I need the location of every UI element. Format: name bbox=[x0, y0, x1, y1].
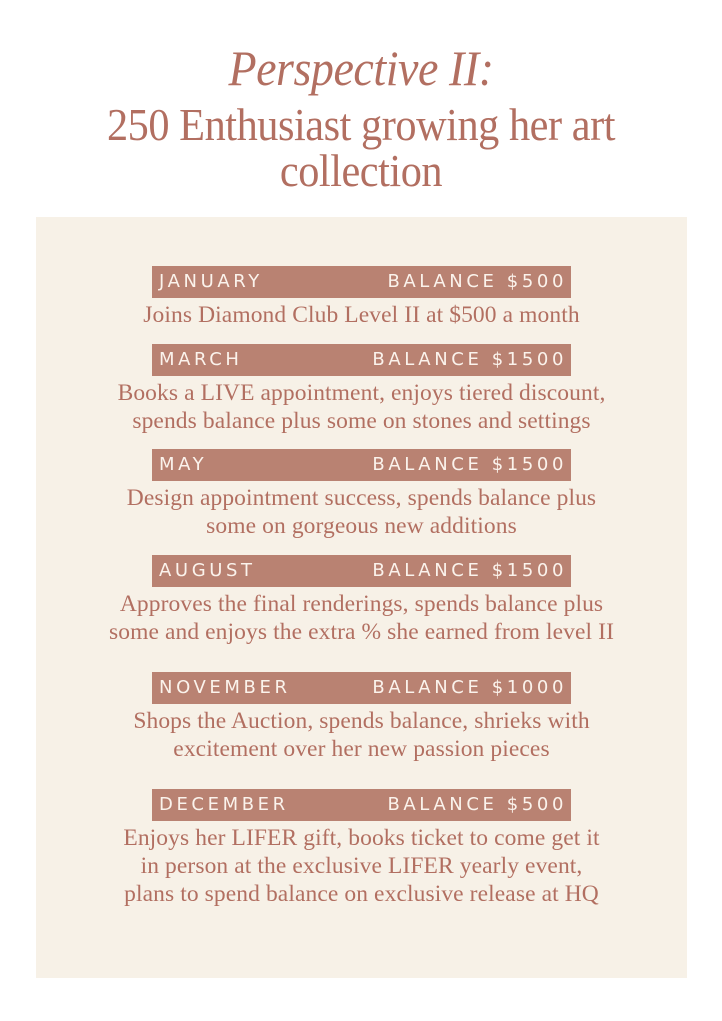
timeline-entry-march bbox=[36, 344, 687, 435]
page-subtitle: Perspective II: bbox=[228, 40, 494, 96]
entry-description: Approves the final renderings, spends balance plus some and enjoys the extra % she earned from level II bbox=[108, 591, 615, 645]
timeline-entry-may bbox=[36, 449, 687, 540]
month-label: AUGUST bbox=[159, 560, 256, 581]
month-balance-bar bbox=[152, 266, 571, 298]
entry-description: Joins Diamond Club Level II at $500 a month bbox=[143, 302, 580, 328]
month-balance-bar bbox=[152, 449, 571, 481]
page-title: 250 Enthusiast growing her art collection bbox=[106, 99, 616, 196]
balance-label: BALANCE $1500 bbox=[372, 454, 567, 475]
entry-description: Books a LIVE appointment, enjoys tiered discount, spends balance plus some on stones and settings bbox=[117, 380, 606, 434]
balance-label: BALANCE $1000 bbox=[372, 677, 567, 698]
timeline-entry-august bbox=[36, 555, 687, 646]
balance-label: BALANCE $1500 bbox=[372, 349, 567, 370]
month-balance-bar bbox=[152, 672, 571, 704]
month-balance-bar bbox=[152, 555, 571, 587]
page-header bbox=[0, 38, 722, 194]
timeline-panel bbox=[36, 217, 687, 978]
timeline-entry-january bbox=[36, 266, 687, 329]
month-balance-bar bbox=[152, 344, 571, 376]
entry-description: Shops the Auction, spends balance, shrieks with excitement over her new passion pieces bbox=[133, 708, 590, 762]
balance-label: BALANCE $1500 bbox=[372, 560, 567, 581]
month-label: DECEMBER bbox=[159, 794, 289, 815]
month-label: MAY bbox=[159, 454, 208, 475]
entry-description: Design appointment success, spends balance plus some on gorgeous new additions bbox=[126, 485, 597, 539]
month-label: JANUARY bbox=[159, 271, 263, 292]
balance-label: BALANCE $500 bbox=[387, 794, 567, 815]
balance-label: BALANCE $500 bbox=[387, 271, 567, 292]
entry-description: Enjoys her LIFER gift, books ticket to come get it in person at the exclusive LIFER yearly event, plans to spend balance on exclusive release at HQ bbox=[123, 825, 600, 907]
timeline-entry-november bbox=[36, 672, 687, 763]
month-label: MARCH bbox=[159, 349, 243, 370]
month-label: NOVEMBER bbox=[159, 677, 291, 698]
timeline-entry-december bbox=[36, 789, 687, 908]
month-balance-bar bbox=[152, 789, 571, 821]
